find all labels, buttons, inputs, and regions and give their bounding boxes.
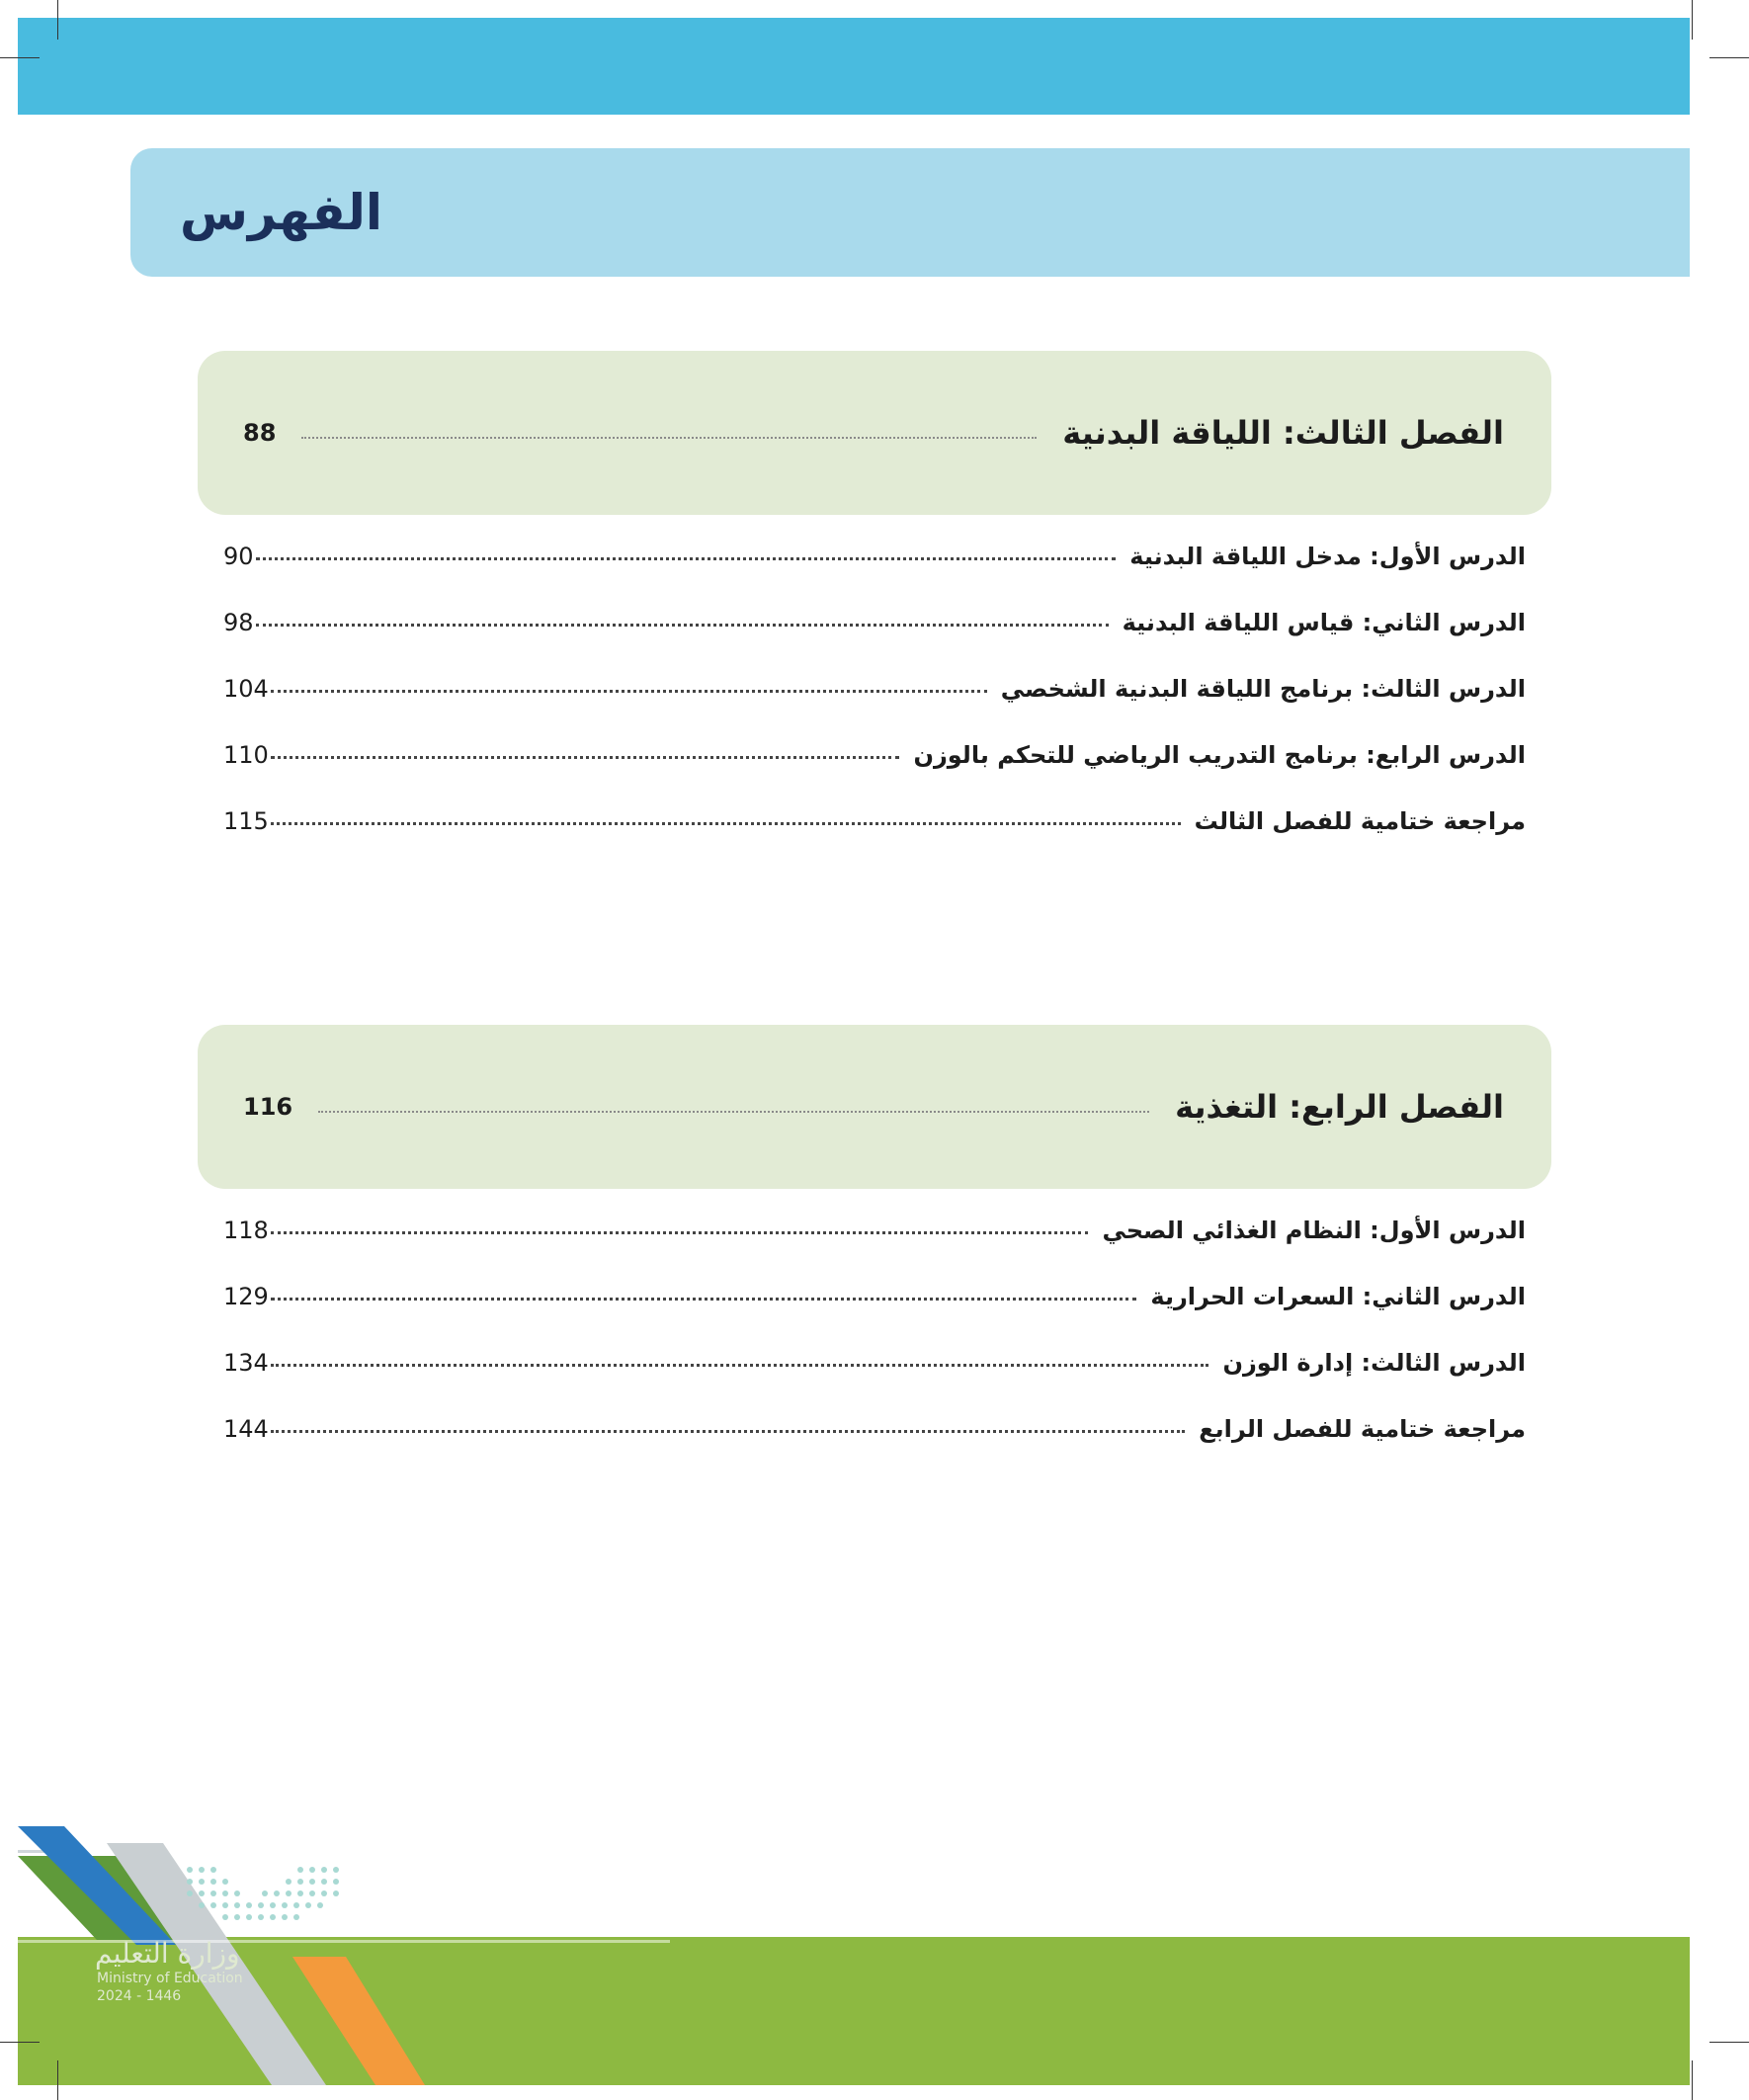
page-title: الفهرس	[180, 184, 383, 241]
crop-mark	[1709, 57, 1749, 58]
toc-entry-title: الدرس الثاني: قياس اللياقة البدنية	[1122, 609, 1526, 636]
toc-entry-page: 104	[223, 675, 269, 703]
toc-entry-page: 134	[223, 1349, 269, 1377]
chapter-page-number: 88	[243, 419, 277, 447]
crop-mark	[1709, 2042, 1749, 2043]
chapter-title: الفصل الرابع: التغذية	[1175, 1088, 1504, 1126]
toc-entry-page: 115	[223, 807, 269, 835]
toc-entry-title: الدرس الثالث: إدارة الوزن	[1222, 1349, 1526, 1377]
toc-entry-page: 90	[223, 543, 254, 570]
toc-entry-page: 98	[223, 609, 254, 636]
toc-entry-title: الدرس الرابع: برنامج التدريب الرياضي للتحكم بالوزن	[913, 741, 1526, 769]
crop-mark	[0, 57, 40, 58]
logo-dots-icon	[91, 1858, 348, 1937]
toc-entry-page: 129	[223, 1283, 269, 1310]
toc-entry-title: الدرس الأول: النظام الغذائي الصحي	[1102, 1217, 1526, 1244]
toc-entry-title: مراجعة ختامية للفصل الثالث	[1194, 807, 1526, 835]
crop-mark	[0, 2042, 40, 2043]
crop-mark	[57, 0, 58, 40]
toc-entry-title: مراجعة ختامية للفصل الرابع	[1199, 1415, 1526, 1443]
crop-mark	[57, 2060, 58, 2100]
crop-mark	[1692, 0, 1693, 40]
chapter-page-number: 116	[243, 1093, 293, 1121]
chapter-title: الفصل الثالث: اللياقة البدنية	[1062, 414, 1504, 452]
edition-year: 2024 - 1446	[97, 1988, 182, 2004]
ministry-subtitle: Ministry of Education	[97, 1971, 243, 1986]
ministry-name: وزارة التعليم	[95, 1937, 240, 1970]
toc-entry-title: الدرس الأول: مدخل اللياقة البدنية	[1129, 543, 1526, 570]
toc-entry-page: 110	[223, 741, 269, 769]
toc-entry-title: الدرس الثالث: برنامج اللياقة البدنية الشخصي	[1000, 675, 1526, 703]
toc-entry-page: 144	[223, 1415, 269, 1443]
crop-mark	[1692, 2060, 1693, 2100]
toc-entry-page: 118	[223, 1217, 269, 1244]
toc-entry-title: الدرس الثاني: السعرات الحرارية	[1150, 1283, 1526, 1310]
